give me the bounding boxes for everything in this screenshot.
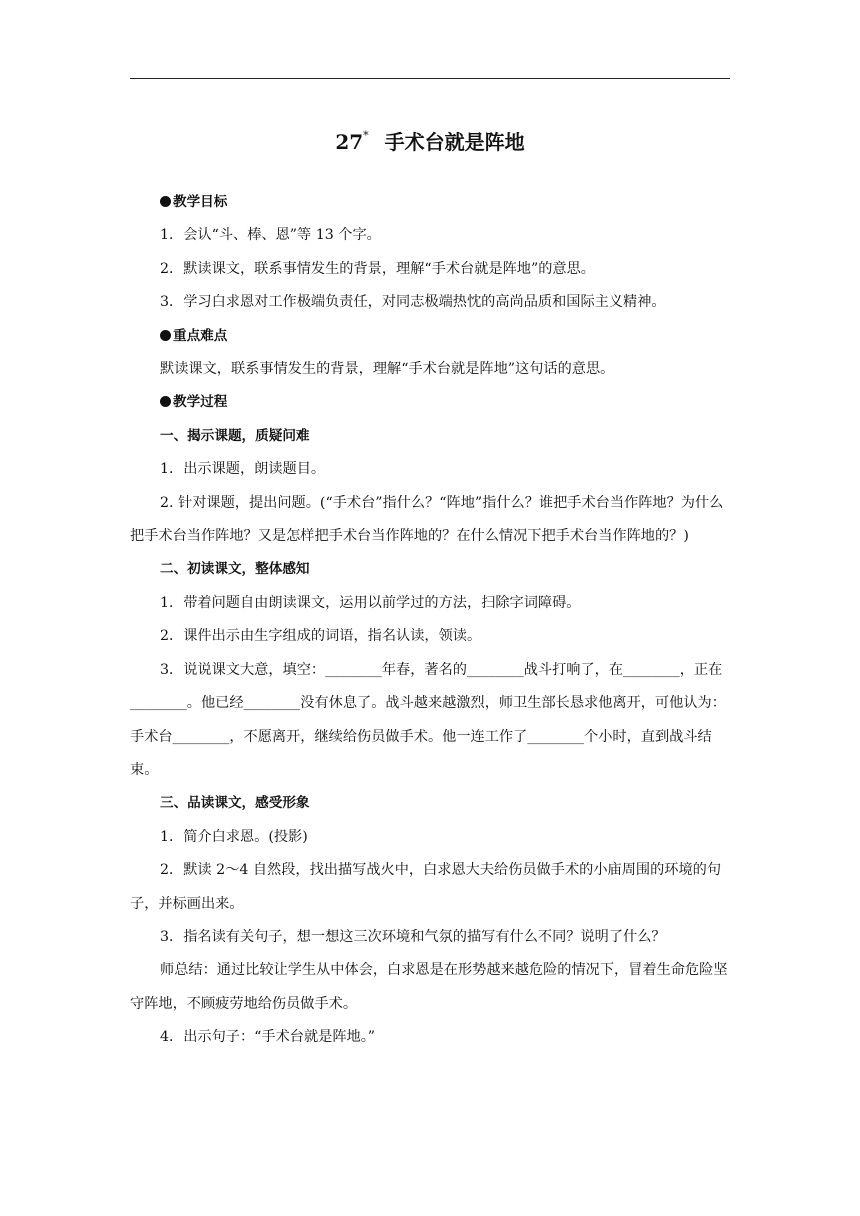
process-item: 2．课件出示由生字组成的词语，指名认读，领读。 <box>160 628 482 645</box>
header-rule <box>130 78 730 79</box>
section-heading-goals: 教学目标 <box>130 186 734 219</box>
process-item: 1．出示课题，朗读题目。 <box>160 461 326 478</box>
lesson-plan-body <box>130 186 734 1055</box>
goal-item: 2．默读课文，联系事情发生的背景，理解“手术台就是阵地”的意思。 <box>160 260 595 277</box>
lesson-title <box>130 128 730 156</box>
section-heading-process: 教学过程 <box>130 386 734 419</box>
subsection-heading-3: 三、品读课文，感受形象 <box>160 795 310 812</box>
process-item: 1．简介白求恩。(投影) <box>160 828 308 845</box>
goal-item: 3．学习白求恩对工作极端负责任，对同志极端热忱的高尚品质和国际主义精神。 <box>160 294 666 311</box>
process-item: 3．指名读有关句子，想一想这三次环境和气氛的描写有什么不同？说明了什么？ <box>160 928 666 945</box>
teacher-summary: 师总结：通过比较让学生从中体会，白求恩是在形势越来越危险的情况下，冒着生命危险坚守阵地，不顾疲劳地给伤员做手术。 <box>130 962 728 1012</box>
key-points-text: 默读课文，联系事情发生的背景，理解“手术台就是阵地”这句话的意思。 <box>160 361 615 378</box>
process-item: 2．默读 2～4 自然段，找出描写战火中，白求恩大夫给伤员做手术的小庙周围的环境的句子，并标画出来。 <box>130 862 722 912</box>
optional-lesson-mark: * <box>363 129 369 143</box>
bullet-icon <box>160 196 171 207</box>
lesson-title-text: 手术台就是阵地 <box>384 130 525 154</box>
subsection-heading-2: 二、初读课文，整体感知 <box>160 561 310 578</box>
bullet-icon <box>160 330 171 341</box>
subsection-heading-1: 一、揭示课题，质疑问难 <box>160 427 310 444</box>
section-heading-key-points: 重点难点 <box>130 320 734 353</box>
process-item: 3．说说课文大意，填空：________年春，著名的________战斗打响了，在________，正在________。他已经________没有休息了。战斗越来越激烈，师卫生部长恳求他离开，可他认为：手术台________，不愿离开，继续给伤员做手术。他一连工作了________个小时，直到战斗结束。 <box>130 661 726 778</box>
goal-item: 1．会认“斗、棒、恩”等 13 个字。 <box>160 227 381 244</box>
process-item: 4．出示句子：“手术台就是阵地。” <box>160 1029 376 1046</box>
process-item: 1．带着问题自由朗读课文，运用以前学过的方法，扫除字词障碍。 <box>160 594 581 611</box>
bullet-icon <box>160 396 171 407</box>
lesson-number: 27 <box>335 130 364 154</box>
process-item: 2. 针对课题，提出问题。(“手术台”指什么？“阵地”指什么？谁把手术台当作阵地？为什么把手术台当作阵地？又是怎样把手术台当作阵地的？在什么情况下把手术台当作阵地的？) <box>130 494 724 545</box>
